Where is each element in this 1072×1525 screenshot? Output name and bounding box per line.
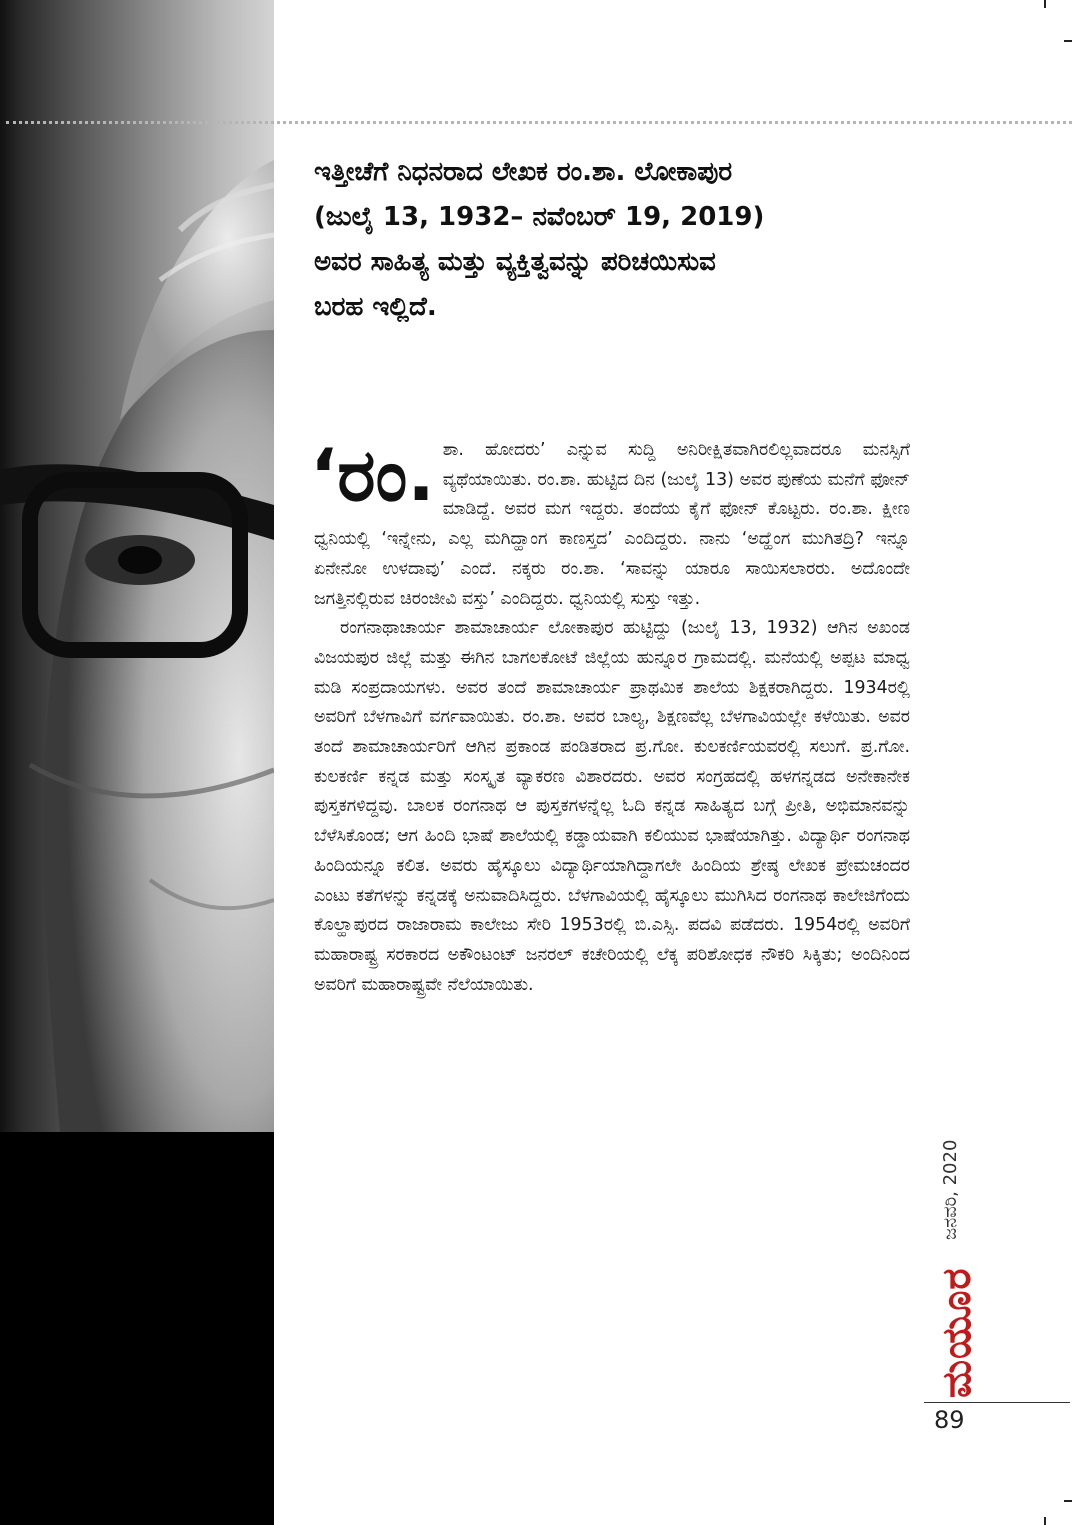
article-standfirst — [314, 150, 914, 330]
issue-date-text: ಜನವರಿ, 2020 — [940, 1139, 961, 1240]
paragraph-text: ಶಾ. ಹೋದರು’ ಎನ್ನುವ ಸುದ್ದಿ ಅನಿರೀಕ್ಷಿತವಾಗಿರಲಿಲ್ಲವಾದರೂ ಮನಸ್ಸಿಗೆ ವ್ಯಥೆಯಾಯಿತು. ರಂ.ಶಾ. ಹುಟ್ಟಿದ ದಿನ (ಜುಲೈ 13) ಅವರ ಪುಣೆಯ ಮನೆಗೆ ಫೋನ್ ಮಾಡಿದ್ದೆ. ಅವರ ಮಗ ಇದ್ದರು. ತಂದೆಯ ಕೈಗೆ ಫೋನ್ ಕೊಟ್ಟರು. ರಂ.ಶಾ. ಕ್ಷೀಣ ಧ್ವನಿಯಲ್ಲಿ ‘ಇನ್ನೇನು, ಎಲ್ಲ ಮಗಿದ್ಹಾಂಗ ಕಾಣಸ್ತದ’ ಎಂದಿದ್ದರು. ನಾನು ‘ಅದ್ಹೆಂಗ ಮುಗಿತದ್ರಿ? ಇನ್ನೂ ಏನೇನೋ ಉಳದಾವು’ ಎಂದೆ. ನಕ್ಕರು ರಂ.ಶಾ. ‘ಸಾವನ್ನು ಯಾರೂ ಸಾಯಿಸಲಾರರು. ಅದೊಂದೇ ಜಗತ್ತಿನಲ್ಲಿರುವ ಚಿರಂಜೀವಿ ವಸ್ತು’ ಎಂದಿದ್ದರು. ಧ್ವನಿಯಲ್ಲಿ ಸುಸ್ತು ಇತ್ತು. — [314, 440, 910, 609]
author-portrait — [0, 0, 274, 1132]
standfirst-line: ಅವರ ಸಾಹಿತ್ಯ ಮತ್ತು ವ್ಯಕ್ತಿತ್ವವನ್ನು ಪರಿಚಯಿಸುವ — [314, 247, 716, 277]
dotted-divider — [6, 121, 1072, 124]
magazine-logo-text: ಮಯೂರ — [934, 1267, 980, 1398]
photo-black-band — [0, 1132, 274, 1525]
crop-mark — [1064, 1500, 1072, 1502]
standfirst-line: (ಜುಲೈ 13, 1932– ನವೆಂಬರ್ 19, 2019) — [314, 202, 765, 232]
body-paragraph: ರಂಗನಾಥಾಚಾರ್ಯ ಶಾಮಾಚಾರ್ಯ ಲೋಕಾಪುರ ಹುಟ್ಟಿದ್ದು (ಜುಲೈ 13, 1932) ಆಗಿನ ಅಖಂಡ ವಿಜಯಪುರ ಜಿಲ್ಲೆ ಮತ್ತು ಈಗಿನ ಬಾಗಲಕೋಟೆ ಜಿಲ್ಲೆಯ ಹುನ್ನೂರ ಗ್ರಾಮದಲ್ಲಿ. ಮನೆಯಲ್ಲಿ ಅಪ್ಪಟ ಮಾಧ್ವ ಮಡಿ ಸಂಪ್ರದಾಯಗಳು. ಅವರ ತಂದೆ ಶಾಮಾಚಾರ್ಯ ಪ್ರಾಥಮಿಕ ಶಾಲೆಯ ಶಿಕ್ಷಕರಾಗಿದ್ದರು. 1934ರಲ್ಲಿ ಅವರಿಗೆ ಬೆಳಗಾವಿಗೆ ವರ್ಗವಾಯಿತು. ರಂ.ಶಾ. ಅವರ ಬಾಲ್ಯ, ಶಿಕ್ಷಣವೆಲ್ಲ ಬೆಳಗಾವಿಯಲ್ಲೇ ಕಳೆಯಿತು. ಅವರ ತಂದೆ ಶಾಮಾಚಾರ್ಯರಿಗೆ ಆಗಿನ ಪ್ರಕಾಂಡ ಪಂಡಿತರಾದ ಪ್ರ.ಗೋ. ಕುಲಕರ್ಣಿಯವರಲ್ಲಿ ಸಲುಗೆ. ಪ್ರ.ಗೋ. ಕುಲಕರ್ಣಿ ಕನ್ನಡ ಮತ್ತು ಸಂಸ್ಕೃತ ವ್ಯಾಕರಣ ವಿಶಾರದರು. ಅವರ ಸಂಗ್ರಹದಲ್ಲಿ ಹಳಗನ್ನಡದ ಅನೇಕಾನೇಕ ಪುಸ್ತಕಗಳಿದ್ದವು. ಬಾಲಕ ರಂಗನಾಥ ಆ ಪುಸ್ತಕಗಳನ್ನೆಲ್ಲ ಓದಿ ಕನ್ನಡ ಸಾಹಿತ್ಯದ ಬಗ್ಗೆ ಪ್ರೀತಿ, ಅಭಿಮಾನವನ್ನು ಬೆಳೆಸಿಕೊಂಡ; ಆಗ ಹಿಂದಿ ಭಾಷೆ ಶಾಲೆಯಲ್ಲಿ ಕಡ್ಡಾಯವಾಗಿ ಕಲಿಯುವ ಭಾಷೆಯಾಗಿತ್ತು. ವಿದ್ಯಾರ್ಥಿ ರಂಗನಾಥ ಹಿಂದಿಯನ್ನೂ ಕಲಿತ. ಅವರು ಹೈಸ್ಕೂಲು ವಿದ್ಯಾರ್ಥಿಯಾಗಿದ್ದಾಗಲೇ ಹಿಂದಿಯ ಶ್ರೇಷ್ಠ ಲೇಖಕ ಪ್ರೇಮಚಂದರ ಎಂಟು ಕತೆಗಳನ್ನು ಕನ್ನಡಕ್ಕೆ ಅನುವಾದಿಸಿದ್ದರು. ಬೆಳಗಾವಿಯಲ್ಲಿ ಹೈಸ್ಕೂಲು ಮುಗಿಸಿದ ರಂಗನಾಥ ಕಾಲೇಜಿಗೆಂದು ಕೊಲ್ಹಾಪುರದ ರಾಜಾರಾಮ ಕಾಲೇಜು ಸೇರಿ 1953ರಲ್ಲಿ ಬಿ.ಎಸ್ಸಿ. ಪದವಿ ಪಡೆದರು. 1954ರಲ್ಲಿ ಅವರಿಗೆ ಮಹಾರಾಷ್ಟ್ರ ಸರಕಾರದ ಅಕೌಂಟಂಟ್ ಜನರಲ್ ಕಚೇರಿಯಲ್ಲಿ ಲೆಕ್ಕ ಪರಿಶೋಧಕ ನೌಕರಿ ಸಿಕ್ಕಿತು; ಅಂದಿನಿಂದ ಅವರಿಗೆ ಮಹಾರಾಷ್ಟ್ರವೇ ನೆಲೆಯಾಯಿತು. — [314, 618, 910, 995]
crop-mark — [1044, 1517, 1046, 1525]
crop-mark — [1064, 40, 1072, 42]
page-number-rule — [924, 1402, 1070, 1403]
body-paragraph — [310, 433, 910, 614]
portrait-drawing — [0, 0, 274, 1132]
standfirst-line: ಬರಹ ಇಲ್ಲಿದೆ. — [314, 292, 437, 322]
drop-cap: ‘ರಂ. — [310, 433, 435, 517]
standfirst-line: ಇತ್ತೀಚೆಗೆ ನಿಧನರಾದ ಲೇಖಕ ರಂ.ಶಾ. ಲೋಕಾಪುರ — [314, 157, 733, 187]
page-number: 89 — [934, 1406, 965, 1434]
article-body — [310, 433, 910, 1000]
crop-mark — [1044, 0, 1046, 8]
